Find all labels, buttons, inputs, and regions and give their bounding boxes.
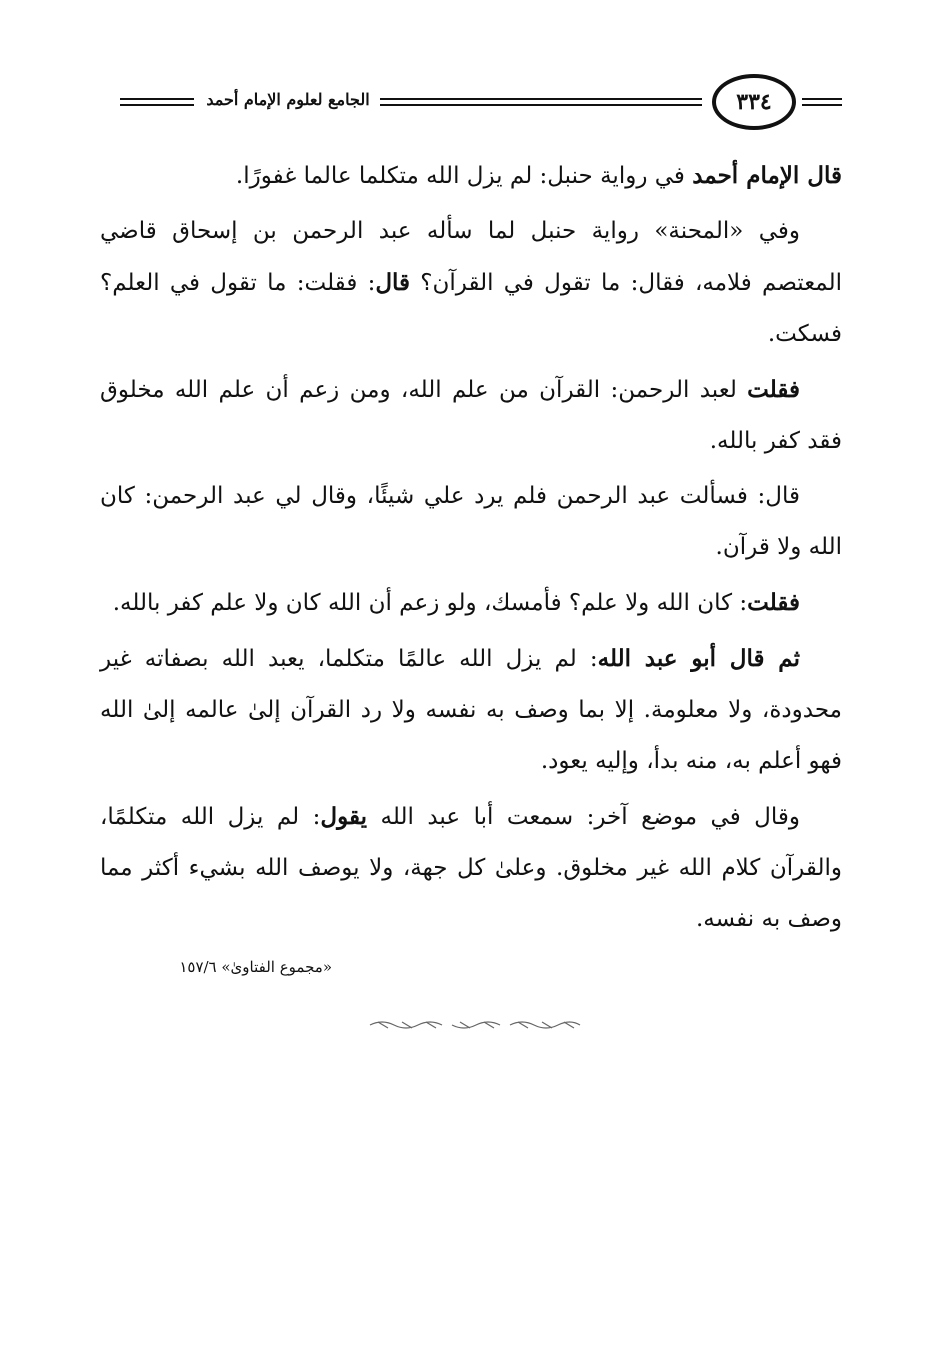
paragraph-tail: : لم يزل الله متكلمًا، والقرآن كلام الله غير مخلوق. وعلىٰ كل جهة، ولا يوصف الله بشيء أكثر مما وصف به نفسه.	[100, 804, 842, 932]
paragraph-emphasis: قال	[375, 269, 411, 296]
paragraph-tail: : فقلت: ما تقول في العلم؟ فسكت.	[100, 270, 842, 347]
page-header	[112, 70, 842, 132]
main-text	[100, 150, 842, 949]
page-number: ٣٣٤	[712, 74, 796, 130]
running-title: الجامع لعلوم الإمام أحمد	[206, 90, 370, 109]
paragraph-lead: فقلت	[747, 376, 800, 403]
paragraph-text: وفي «المحنة» رواية حنبل لما سأله عبد الرحمن بن إسحاق قاضي المعتصم فلامه، فقال: ما تقول في القرآن؟	[100, 218, 842, 296]
paragraph-4	[100, 471, 842, 573]
paragraph-5	[100, 577, 842, 629]
paragraph-1	[100, 150, 842, 202]
paragraph-text: في رواية حنبل: لم يزل الله متكلما عالما غفورًا.	[235, 163, 693, 189]
paragraph-6	[100, 633, 842, 787]
paragraph-text: وقال في موضع آخر: سمعت أبا عبد الله	[367, 804, 800, 830]
paragraph-text: لعبد الرحمن: القرآن من علم الله، ومن زعم أن علم الله مخلوق فقد كفر بالله.	[100, 377, 842, 454]
paragraph-7	[100, 791, 842, 945]
paragraph-emphasis: يقول	[320, 803, 368, 830]
paragraph-2	[100, 206, 842, 360]
paragraph-text: قال: فسألت عبد الرحمن فلم يرد علي شيئًا، وقال لي عبد الرحمن: كان الله ولا قرآن.	[100, 483, 842, 560]
header-rule-right	[802, 98, 842, 106]
paragraph-3	[100, 364, 842, 467]
paragraph-lead: ثم قال أبو عبد الله	[597, 645, 800, 672]
source-citation: «مجموع الفتاوىٰ» ١٥٧/٦	[179, 958, 332, 976]
header-rule-middle	[380, 98, 702, 106]
paragraph-lead: قال الإمام أحمد	[692, 162, 842, 189]
header-rule-left	[120, 98, 194, 106]
paragraph-lead: فقلت	[747, 589, 800, 616]
section-end-ornament	[368, 1018, 582, 1032]
paragraph-text: : لم يزل الله عالمًا متكلما، يعبد الله بصفاته غير محدودة، ولا معلومة. إلا بما وصف به نفسه ولا رد القرآن إلىٰ عالمه إلىٰ الله فهو أعلم به، منه بدأ، وإليه يعود.	[100, 646, 842, 774]
paragraph-text: : كان الله ولا علم؟ فأمسك، ولو زعم أن الله كان ولا علم كفر بالله.	[112, 590, 748, 616]
